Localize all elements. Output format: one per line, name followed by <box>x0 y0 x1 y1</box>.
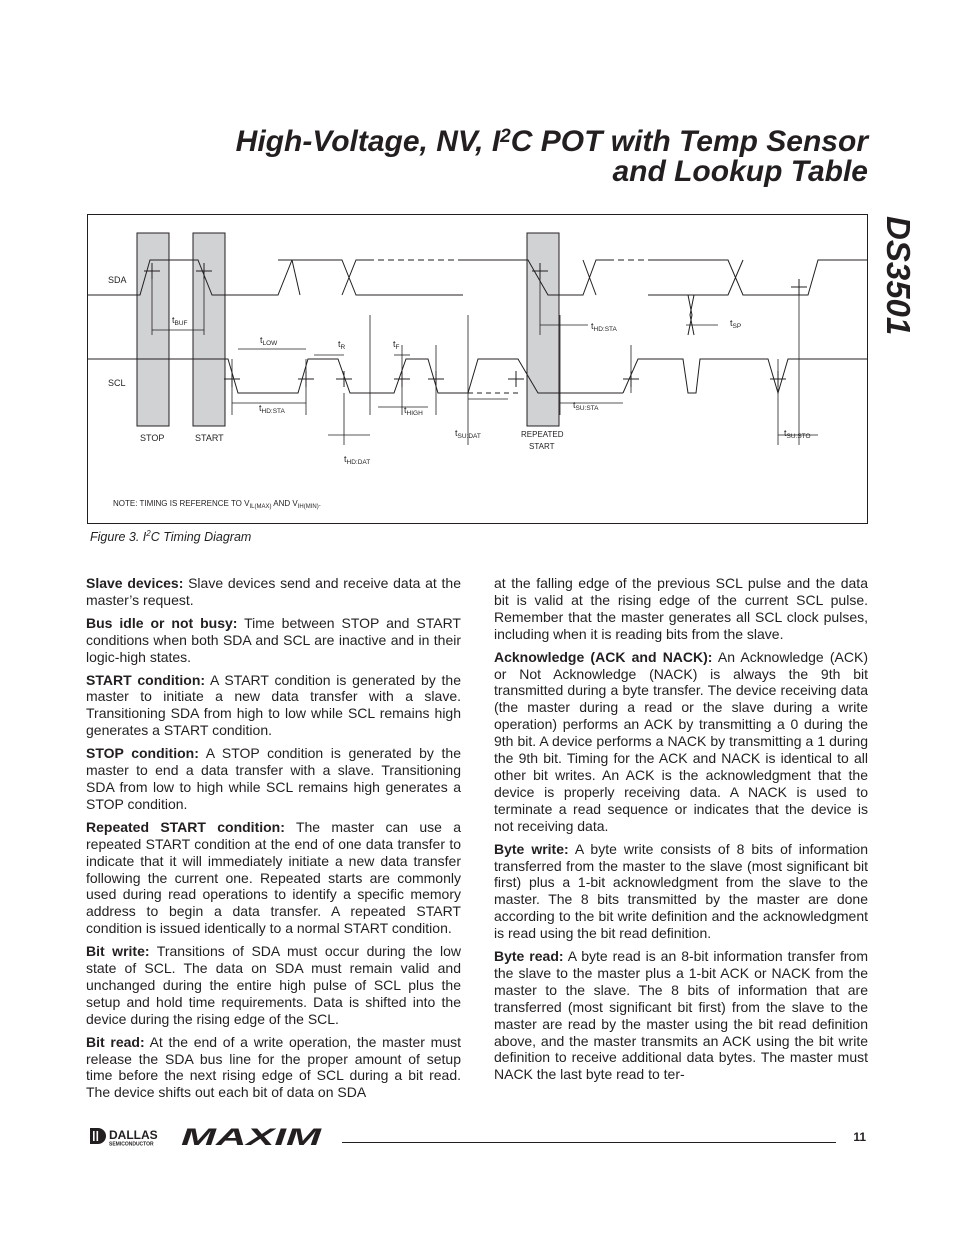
t-sp-label: $t_{SP}$ <box>730 318 742 330</box>
part-number-sidebar <box>880 216 923 366</box>
t-low-label: $t_{LOW}$ <box>260 335 278 347</box>
maxim-logo <box>181 1127 421 1147</box>
page-title-line1 <box>236 127 868 157</box>
figure-note: NOTE: TIMING IS REFERENCE TO $V_{IL(MAX)}$ AND $V_{IH(MIN)}$. <box>113 499 321 510</box>
timing-diagram-figure <box>87 214 868 524</box>
paragraph: Bit write: Transitions of SDA must occur during the low state of SCL. The data on SDA must remain valid and unchanged during the entire high pulse of SCL plus the setup and hold time requirements. Data is shifted into the device during the rising edge of the SCL. <box>86 943 462 1027</box>
timing-guides <box>152 263 799 445</box>
t-r-label: $t_R$ <box>338 339 346 351</box>
t-f-label: $t_F$ <box>393 339 400 351</box>
figure-caption: Figure 3. $I^2C$ Timing Diagram <box>90 529 252 545</box>
paragraph: at the falling edge of the previous SCL pulse and the data bit is valid at the rising edge of the current SCL pulse. Remember that the master generates all SCL clock pulses, including when it is reading bits from the slave. <box>494 575 868 642</box>
paragraph: STOP condition: A STOP condition is generated by the master to end a data transfer with a slave. Transitioning SDA from low to high while SCL remains high generates a STOP condition. <box>86 745 461 812</box>
paragraph: Bus idle or not busy: Time between STOP and START conditions when both SDA and SCL are inactive and in their logic-high states. <box>86 614 461 665</box>
page-number: 11 <box>853 1130 866 1144</box>
svg-text:SEMICONDUCTOR: SEMICONDUCTOR <box>109 1141 154 1147</box>
t-hd-sta-label: $t_{HD:STA}$ <box>259 403 285 415</box>
paragraph: Byte write: A byte write consists of 8 bits of information transferred from the master to the slave (most significant bit first) plus a 1-bit acknowledgment from the slave to the master. The 8 bits transmitted by the master are done according to the bit write definition and the acknowledgment is read using the bit read definition. <box>494 840 869 942</box>
t-hd-sta2-label: $t_{HD:STA}$ <box>591 321 617 333</box>
repeated-start-label: START <box>529 442 555 451</box>
scl-label: SCL <box>108 378 126 388</box>
timing-diagram-svg <box>88 215 867 523</box>
left-text-column <box>86 575 461 1107</box>
t-su-dat-label: $t_{SU:DAT}$ <box>455 428 481 440</box>
dallas-semiconductor-logo <box>88 1125 176 1147</box>
dimension-arrows <box>152 325 818 435</box>
t-high-label: $t_{HIGH}$ <box>404 405 423 417</box>
title-text: High-Voltage, NV, I <box>235 125 501 158</box>
t-buf-label: $t_{BUF}$ <box>172 315 188 327</box>
sda-label: SDA <box>108 275 127 285</box>
paragraph: Byte read: A byte read is an 8-bit information transfer from the slave to the master plus a 1-bit ACK or NACK from the master to the slave. The 8 bits of information that are transferred (most significant bit first) from the slave to the master are read by the master using the bit read definition above, and the master transmits an ACK using the bit write definition to receive additional data bytes. The master must NACK the last byte read to ter- <box>494 948 868 1083</box>
paragraph: Acknowledge (ACK and NACK): An Acknowledge (ACK) or Not Acknowledge (NACK) is always the 9th bit transmitted during a byte transfer. The device receiving data (the master during a read or the slave during a write operation) performs an ACK by transmitting a 0 during the 9th bit. A device performs a NACK by transmitting a 1 during the 9th bit. Timing for the ACK and NACK is identical to all other bit writes. An ACK is the acknowledgment that the device is properly receiving data. A NACK is used to terminate a read sequence or indicates that the device is not receiving data. <box>494 648 869 834</box>
repeated-label: REPEATED <box>521 430 564 439</box>
paragraph: START condition: A START condition is generated by the master to initiate a new data transfer with a slave. Transitioning SDA from high to low while SCL remains high generates a START condition. <box>86 671 461 739</box>
start-label: START <box>195 433 224 443</box>
page-footer <box>88 1125 868 1149</box>
start-band <box>193 233 225 426</box>
paragraph: Bit read: At the end of a write operation, the master must release the SDA bus line for the proper amount of setup time before the next rising edge of SCL during a bit read. The device shifts out each bit of data on SDA <box>86 1033 461 1101</box>
t-su-sto-label: $t_{SU:STO}$ <box>784 428 811 440</box>
title-superscript: 2 <box>500 126 511 147</box>
t-hd-dat-label: $t_{HD:DAT}$ <box>344 454 371 466</box>
paragraph: Repeated START condition: The master can use a repeated START condition at the end of one data transfer to indicate that it will immediately initiate a new data transfer following the current one. Repeated starts are commonly used during read operations to identify a specific memory address to begin a data transfer. A repeated START condition is issued identically to a normal START condition. <box>86 818 461 937</box>
svg-text:MAXIM: MAXIM <box>181 1127 323 1147</box>
stop-label: STOP <box>140 433 165 443</box>
right-text-column <box>494 575 868 1089</box>
svg-text:DALLAS: DALLAS <box>109 1128 158 1142</box>
footer-rule <box>342 1142 836 1143</box>
part-number: DS3501 <box>880 216 917 336</box>
paragraph: Slave devices: Slave devices send and receive data at the master’s request. <box>86 575 461 608</box>
t-su-sta-label: $t_{SU:STA}$ <box>573 400 599 412</box>
repeated-start-band <box>527 233 559 426</box>
page-title-line2: and Lookup Table <box>612 155 868 188</box>
stop-band <box>137 233 169 426</box>
title-text-continued: C POT with Temp Sensor <box>510 125 868 158</box>
